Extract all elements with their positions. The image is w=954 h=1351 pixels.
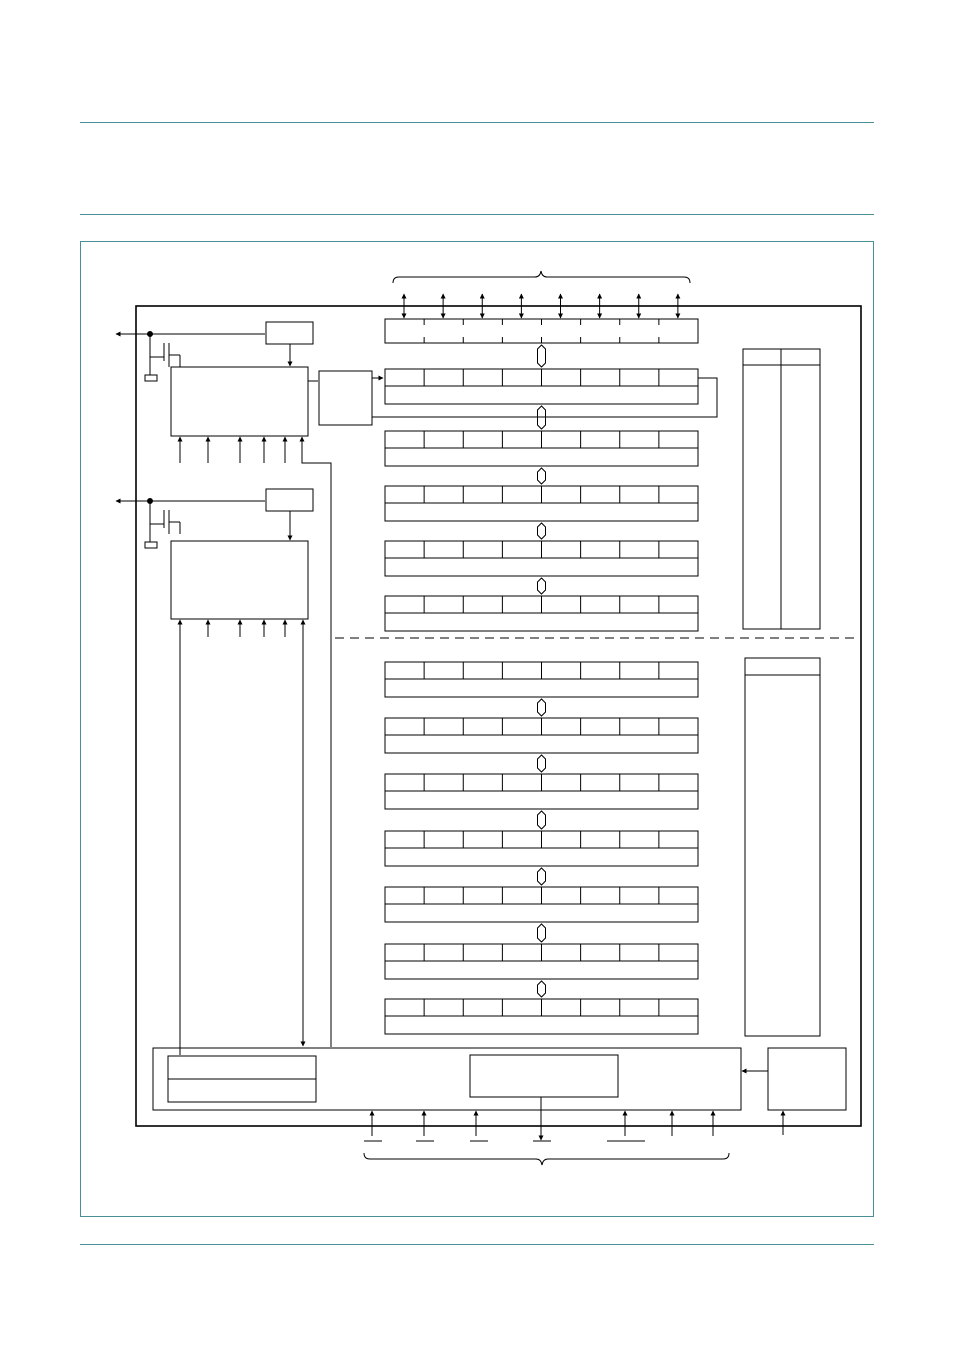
transfer-arrow-u4 [538,578,546,594]
reference-box-1 [266,322,313,344]
reference-box-2 [266,489,313,511]
status-block [470,1055,618,1097]
transfer-arrow-l6 [538,981,546,997]
control-logic-block [319,371,372,425]
detector-block-2 [171,541,308,619]
transfer-arrow-u2 [538,468,546,484]
transfer-arrow-bus [538,345,546,367]
transfer-arrow-l1 [538,699,546,716]
oscillator-block [768,1048,846,1110]
transfer-arrow-l5 [538,924,546,942]
transfer-arrow-l3 [538,811,546,829]
transfer-arrow-u3 [538,523,546,539]
ground-block-2 [145,542,157,548]
ground-block-1 [145,375,157,381]
address-table-lower [745,658,820,1036]
data-bus-brace [393,271,690,283]
control-bus-brace [364,1153,729,1165]
chip-outline [136,306,861,1126]
transfer-arrow-l2 [538,755,546,772]
transfer-arrow-l4 [538,868,546,885]
detector-block-1 [171,367,308,436]
transistor-1 [150,334,169,367]
